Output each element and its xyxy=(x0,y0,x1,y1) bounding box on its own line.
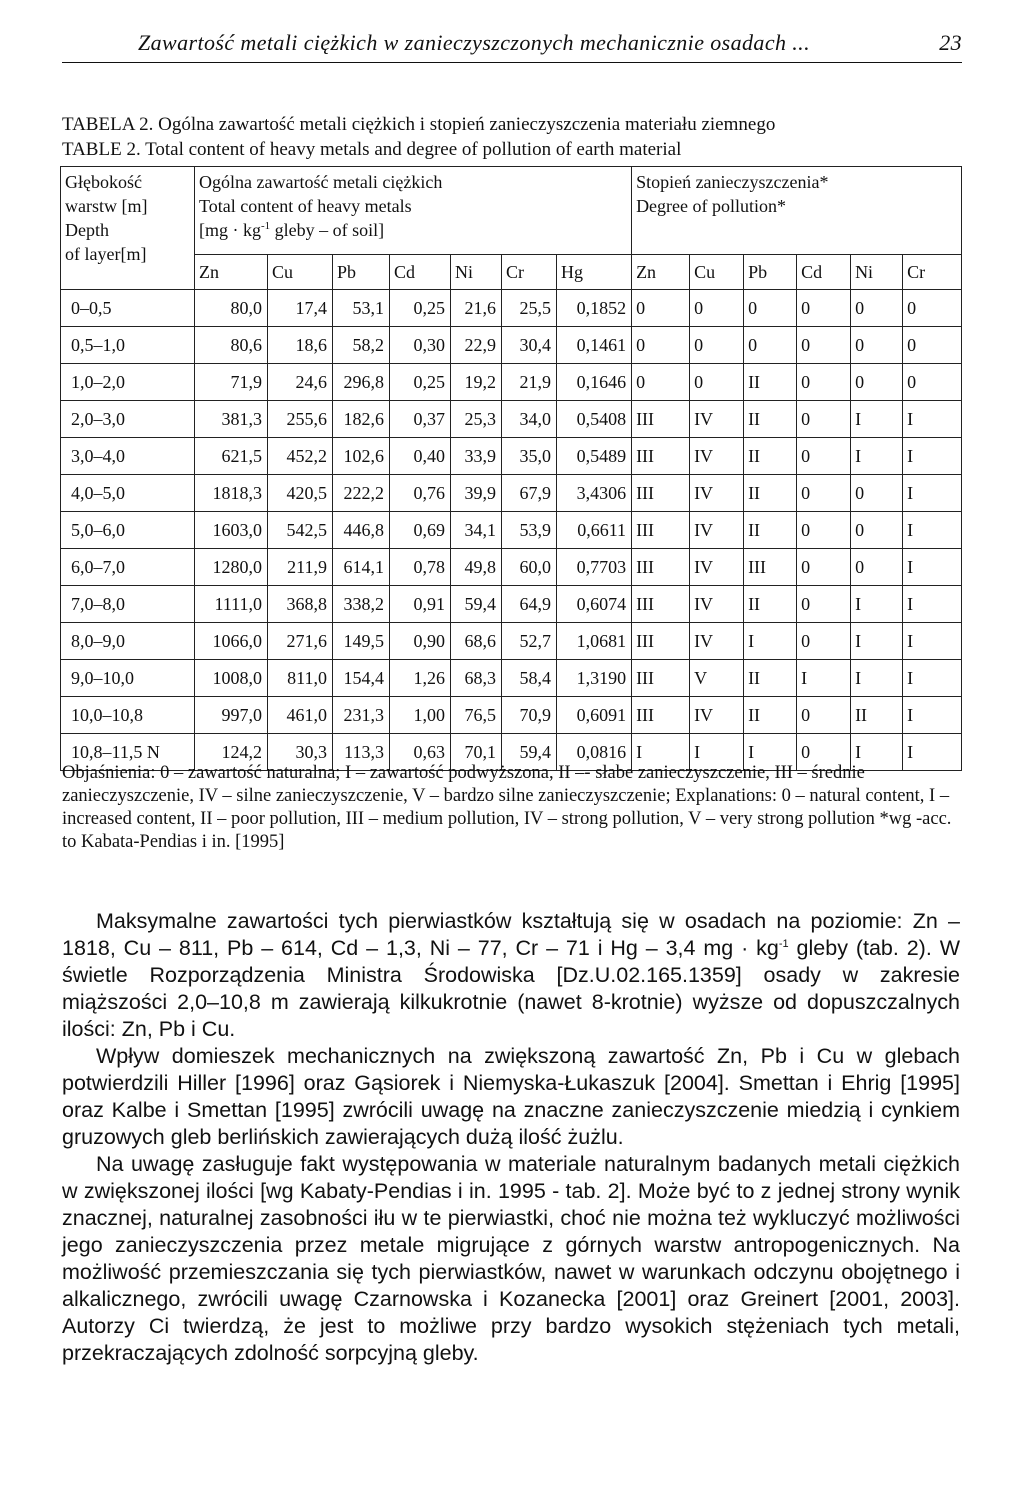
table-caption-en: TABLE 2. Total content of heavy metals and degree of pollution of earth material xyxy=(62,139,682,160)
depth-header xyxy=(61,167,195,290)
table-cell: IV xyxy=(690,549,744,586)
table-cell: I xyxy=(903,697,962,734)
table-cell: 0 xyxy=(797,697,851,734)
table-cell: 33,9 xyxy=(451,438,502,475)
table-cell: 222,2 xyxy=(333,475,390,512)
table-cell: I xyxy=(903,401,962,438)
table-cell: IV xyxy=(690,697,744,734)
table-cell: 8,0–9,0 xyxy=(61,623,195,660)
table-cell: 1,0–2,0 xyxy=(61,364,195,401)
table-cell: 0 xyxy=(851,512,903,549)
table-cell: 255,6 xyxy=(268,401,333,438)
table-cell: III xyxy=(632,438,690,475)
table-cell: 21,6 xyxy=(451,290,502,327)
table-cell: I xyxy=(851,660,903,697)
table-cell: 0,25 xyxy=(390,364,451,401)
unit-prefix: [mg · kg xyxy=(199,220,261,240)
table-cell: 452,2 xyxy=(268,438,333,475)
table-cell: 0 xyxy=(797,327,851,364)
table-cell: 0 xyxy=(903,327,962,364)
table-cell: 0–0,5 xyxy=(61,290,195,327)
table-cell: 53,1 xyxy=(333,290,390,327)
table-cell: 1,3190 xyxy=(557,660,632,697)
table-cell: 70,1 xyxy=(451,734,502,771)
table-cell: I xyxy=(851,586,903,623)
table-cell: III xyxy=(632,549,690,586)
page-number: 23 xyxy=(939,30,962,55)
content-header xyxy=(195,167,632,255)
table-cell: I xyxy=(903,586,962,623)
table-cell: 58,2 xyxy=(333,327,390,364)
col-header: Ni xyxy=(451,255,502,290)
table-cell: 1280,0 xyxy=(195,549,268,586)
table-cell: 0 xyxy=(903,290,962,327)
table-cell: III xyxy=(632,660,690,697)
table-cell: 0 xyxy=(797,364,851,401)
table-cell: 0,6611 xyxy=(557,512,632,549)
table-cell: 338,2 xyxy=(333,586,390,623)
table-cell: I xyxy=(851,438,903,475)
table-cell: 0 xyxy=(797,586,851,623)
table-cell: 0 xyxy=(797,512,851,549)
table-cell: 0 xyxy=(797,290,851,327)
table-cell: IV xyxy=(690,438,744,475)
content-header-line: Total content of heavy metals xyxy=(199,196,412,216)
depth-header-line: Głębokość xyxy=(65,172,142,192)
table-cell: 0 xyxy=(744,290,797,327)
table-row xyxy=(61,475,962,512)
table-cell: 1008,0 xyxy=(195,660,268,697)
table-cell: I xyxy=(851,734,903,771)
table-cell: 3,0–4,0 xyxy=(61,438,195,475)
table-row xyxy=(61,697,962,734)
table-cell: 0 xyxy=(797,475,851,512)
table-row xyxy=(61,549,962,586)
table-cell: I xyxy=(851,623,903,660)
table-cell: 24,6 xyxy=(268,364,333,401)
table-cell: III xyxy=(744,549,797,586)
table-cell: I xyxy=(744,734,797,771)
content-header-line: Ogólna zawartość metali ciężkich xyxy=(199,172,443,192)
table-cell: 0 xyxy=(797,623,851,660)
table-cell: II xyxy=(744,586,797,623)
table-cell: 76,5 xyxy=(451,697,502,734)
table-row xyxy=(61,327,962,364)
table-cell: 0,5408 xyxy=(557,401,632,438)
table-cell: I xyxy=(903,475,962,512)
table-cell: 0 xyxy=(851,327,903,364)
table-cell: 52,7 xyxy=(502,623,557,660)
table-cell: IV xyxy=(690,586,744,623)
col-header: Hg xyxy=(557,255,632,290)
table-cell: 25,3 xyxy=(451,401,502,438)
table-cell: 1,00 xyxy=(390,697,451,734)
table-row xyxy=(61,660,962,697)
table-cell: 0,25 xyxy=(390,290,451,327)
table-cell: 420,5 xyxy=(268,475,333,512)
table-cell: 49,8 xyxy=(451,549,502,586)
table-cell: II xyxy=(744,697,797,734)
table-cell: II xyxy=(851,697,903,734)
table-cell: 0,78 xyxy=(390,549,451,586)
table-row xyxy=(61,586,962,623)
table-cell: 67,9 xyxy=(502,475,557,512)
table-cell: 30,4 xyxy=(502,327,557,364)
table-cell: 614,1 xyxy=(333,549,390,586)
table-cell: 446,8 xyxy=(333,512,390,549)
table-cell: 80,6 xyxy=(195,327,268,364)
table-cell: 0 xyxy=(797,438,851,475)
col-header: Zn xyxy=(632,255,690,290)
col-header: Pb xyxy=(744,255,797,290)
table-cell: IV xyxy=(690,623,744,660)
table-cell: 0,76 xyxy=(390,475,451,512)
table-cell: 0 xyxy=(797,401,851,438)
table-cell: 124,2 xyxy=(195,734,268,771)
table-cell: 0 xyxy=(690,327,744,364)
table-row xyxy=(61,512,962,549)
table-cell: 68,3 xyxy=(451,660,502,697)
table-cell: 1111,0 xyxy=(195,586,268,623)
table-cell: I xyxy=(851,401,903,438)
table-cell: 0 xyxy=(903,364,962,401)
table-cell: 271,6 xyxy=(268,623,333,660)
table-cell: 0,63 xyxy=(390,734,451,771)
table-cell: 19,2 xyxy=(451,364,502,401)
table-cell: 0 xyxy=(632,290,690,327)
table-cell: 0,1646 xyxy=(557,364,632,401)
table-cell: 30,3 xyxy=(268,734,333,771)
table-cell: 381,3 xyxy=(195,401,268,438)
table-cell: 34,0 xyxy=(502,401,557,438)
table-cell: 0,91 xyxy=(390,586,451,623)
table-cell: 0,90 xyxy=(390,623,451,660)
table-cell: 811,0 xyxy=(268,660,333,697)
table-cell: I xyxy=(903,512,962,549)
col-header: Cu xyxy=(268,255,333,290)
table-cell: 34,1 xyxy=(451,512,502,549)
paragraph xyxy=(62,908,960,1043)
table-cell: 231,3 xyxy=(333,697,390,734)
table-cell: 1603,0 xyxy=(195,512,268,549)
content-unit xyxy=(199,218,627,242)
table-cell: 182,6 xyxy=(333,401,390,438)
table-cell: 0,37 xyxy=(390,401,451,438)
table-cell: 60,0 xyxy=(502,549,557,586)
pollution-header-line: Stopień zanieczyszczenia* xyxy=(636,172,829,192)
table-cell: II xyxy=(744,438,797,475)
table-cell: 59,4 xyxy=(451,586,502,623)
unit-sup: -1 xyxy=(261,220,271,232)
table-cell: 71,9 xyxy=(195,364,268,401)
table-cell: 368,8 xyxy=(268,586,333,623)
table-cell: III xyxy=(632,697,690,734)
table-cell: 1,26 xyxy=(390,660,451,697)
table-cell: 18,6 xyxy=(268,327,333,364)
table-body xyxy=(61,290,962,771)
table-cell: II xyxy=(744,401,797,438)
running-title: Zawartość metali ciężkich w zanieczyszczonych mechanicznie osadach ... xyxy=(138,30,810,55)
table-cell: II xyxy=(744,364,797,401)
paragraph-part: gleby (tab. 2). W świetle Rozporządzenia Ministra Środowiska [Dz.U.02.165.1359] osady w zakresie miąższości 2,0–10,8 m zawierają kilkukrotnie (nawet 8-krotnie) wyższe od dopuszczalnych ilości: Zn, Pb i Cu. xyxy=(62,936,960,1041)
pollution-header-line: Degree of pollution* xyxy=(636,196,787,216)
table-cell: II xyxy=(744,660,797,697)
table-cell: 3,4306 xyxy=(557,475,632,512)
table-cell: 0,30 xyxy=(390,327,451,364)
table-cell: III xyxy=(632,512,690,549)
table-cell: 0 xyxy=(690,290,744,327)
table-cell: 10,8–11,5 N xyxy=(61,734,195,771)
col-header: Cu xyxy=(690,255,744,290)
table-cell: 22,9 xyxy=(451,327,502,364)
paragraph: Na uwagę zasługuje fakt występowania w materiale naturalnym badanych metali ciężkich w zwiększonej ilości [wg Kabaty-Pendias i in. 1995 - tab. 2]. Może być to z jednej strony wynik znacznej, naturalnej zasobności iłu w te pierwiastki, choć nie można też wykluczyć możliwości jego zanieczyszczenia przez metale migrujące z górnych warstw antropogenicznych. Na możliwość przemieszczania się tych pierwiastków, nawet w warunkach odczynu obojętnego i alkalicznego, zwrócili uwagę Czarnowska i Kozanecka [2001] oraz Greinert [2001, 2003]. Autorzy Ci twierdzą, że jest to możliwe przy bardzo wysokich stężeniach tych metali, przekraczających zdolność sorpcyjną gleby. xyxy=(62,1152,960,1365)
table-cell: 0,1461 xyxy=(557,327,632,364)
table-cell: 149,5 xyxy=(333,623,390,660)
body-text xyxy=(62,908,960,1367)
table-cell: 6,0–7,0 xyxy=(61,549,195,586)
table-cell: 9,0–10,0 xyxy=(61,660,195,697)
table-cell: 0,7703 xyxy=(557,549,632,586)
col-header: Cd xyxy=(390,255,451,290)
table-cell: 1818,3 xyxy=(195,475,268,512)
table-cell: II xyxy=(744,512,797,549)
table-cell: II xyxy=(744,475,797,512)
table-cell: 0,69 xyxy=(390,512,451,549)
table-cell: 0,6091 xyxy=(557,697,632,734)
table-cell: I xyxy=(744,623,797,660)
table-cell: 0 xyxy=(851,475,903,512)
unit-suffix: gleby – of soil] xyxy=(270,220,385,240)
table-cell: 1,0681 xyxy=(557,623,632,660)
depth-header-line: warstw [m] xyxy=(65,196,148,216)
table-cell: 0 xyxy=(632,364,690,401)
table-cell: 997,0 xyxy=(195,697,268,734)
running-header xyxy=(62,30,962,63)
table-cell: 0,1852 xyxy=(557,290,632,327)
table-cell: 21,9 xyxy=(502,364,557,401)
table-cell: I xyxy=(903,623,962,660)
table-cell: 1066,0 xyxy=(195,623,268,660)
table-cell: 0,40 xyxy=(390,438,451,475)
depth-header-line: Depth xyxy=(65,220,109,240)
table-row xyxy=(61,364,962,401)
table-cell: 35,0 xyxy=(502,438,557,475)
header-row-groups xyxy=(61,167,962,255)
table-row xyxy=(61,401,962,438)
table-cell: 5,0–6,0 xyxy=(61,512,195,549)
unit-sup: -1 xyxy=(778,937,789,950)
table-cell: I xyxy=(903,734,962,771)
table-cell: 80,0 xyxy=(195,290,268,327)
table-cell: I xyxy=(690,734,744,771)
col-header: Cr xyxy=(502,255,557,290)
paragraph: Wpływ domieszek mechanicznych na zwiększoną zawartość Zn, Pb i Cu w glebach potwierdzili Hiller [1996] oraz Gąsiorek i Niemyska-Łukaszuk [2004]. Smettan i Ehrig [1995] oraz Kalbe i Smettan [1995] zwrócili uwagę na znaczne zanieczyszczenie miedzią i cynkiem gruzowych gleb berlińskich zawierających dużą ilość żużlu. xyxy=(62,1044,960,1149)
table-cell: 64,9 xyxy=(502,586,557,623)
table-row xyxy=(61,438,962,475)
table-cell: 621,5 xyxy=(195,438,268,475)
table-cell: 0 xyxy=(851,290,903,327)
pollution-header xyxy=(632,167,962,255)
table-cell: V xyxy=(690,660,744,697)
table-cell: 25,5 xyxy=(502,290,557,327)
table-cell: I xyxy=(632,734,690,771)
table-cell: 70,9 xyxy=(502,697,557,734)
table-cell: III xyxy=(632,623,690,660)
table-cell: III xyxy=(632,475,690,512)
paragraph-part: Maksymalne zawartości tych pierwiastków kształtują się w osadach na poziomie: Zn – 1818, Cu – 811, Pb – 614, Cd – 1,3, Ni – 77, Cr – 71 i Hg – 3,4 mg · kg xyxy=(62,909,960,960)
table-cell: 10,0–10,8 xyxy=(61,697,195,734)
table-cell: I xyxy=(797,660,851,697)
col-header: Pb xyxy=(333,255,390,290)
table-cell: I xyxy=(903,660,962,697)
table-cell: 0,6074 xyxy=(557,586,632,623)
table-cell: 0,0816 xyxy=(557,734,632,771)
table-cell: 68,6 xyxy=(451,623,502,660)
col-header: Cd xyxy=(797,255,851,290)
table-row xyxy=(61,290,962,327)
table-cell: 53,9 xyxy=(502,512,557,549)
table-cell: 211,9 xyxy=(268,549,333,586)
table-cell: 542,5 xyxy=(268,512,333,549)
table-cell: 0 xyxy=(632,327,690,364)
table-cell: 17,4 xyxy=(268,290,333,327)
table-cell: 0 xyxy=(690,364,744,401)
table-caption-pl: TABELA 2. Ogólna zawartość metali ciężkich i stopień zanieczyszczenia materiału ziemnego xyxy=(62,114,776,135)
table-cell: I xyxy=(903,438,962,475)
table-cell: 4,0–5,0 xyxy=(61,475,195,512)
table-cell: 0 xyxy=(744,327,797,364)
metals-table xyxy=(60,166,962,771)
table-cell: 0,5–1,0 xyxy=(61,327,195,364)
table-cell: 59,4 xyxy=(502,734,557,771)
table-cell: IV xyxy=(690,475,744,512)
table-cell: 102,6 xyxy=(333,438,390,475)
table-cell: 7,0–8,0 xyxy=(61,586,195,623)
table-cell: 461,0 xyxy=(268,697,333,734)
col-header: Ni xyxy=(851,255,903,290)
table-cell: 154,4 xyxy=(333,660,390,697)
depth-header-line: of layer[m] xyxy=(65,244,147,264)
table-cell: III xyxy=(632,401,690,438)
table-cell: 0 xyxy=(797,734,851,771)
table-cell: III xyxy=(632,586,690,623)
table-cell: 296,8 xyxy=(333,364,390,401)
table-cell: 39,9 xyxy=(451,475,502,512)
table-cell: 113,3 xyxy=(333,734,390,771)
table-cell: 0 xyxy=(797,549,851,586)
table-cell: 2,0–3,0 xyxy=(61,401,195,438)
col-header: Cr xyxy=(903,255,962,290)
table-cell: 0 xyxy=(851,364,903,401)
table-cell: 0,5489 xyxy=(557,438,632,475)
table-cell: 58,4 xyxy=(502,660,557,697)
table-row xyxy=(61,623,962,660)
table-cell: IV xyxy=(690,512,744,549)
table-cell: 0 xyxy=(851,549,903,586)
table-cell: IV xyxy=(690,401,744,438)
header-row-columns xyxy=(61,255,962,290)
table-cell: I xyxy=(903,549,962,586)
table-notes: Objaśnienia: 0 – zawartość naturalna; I – zawartość podwyższona, II –- słabe zanieczyszczenie, III – średnie zanieczyszczenie, IV – silne zanieczyszczenie, V – bardzo silne zanieczyszczenie; Explanations: 0 – natural content, I – increased content, II – poor pollution, III – medium pollution, IV – strong pollution, V – very strong pollution *wg -acc. to Kabata-Pendias i in. [1995] xyxy=(62,763,952,852)
col-header: Zn xyxy=(195,255,268,290)
